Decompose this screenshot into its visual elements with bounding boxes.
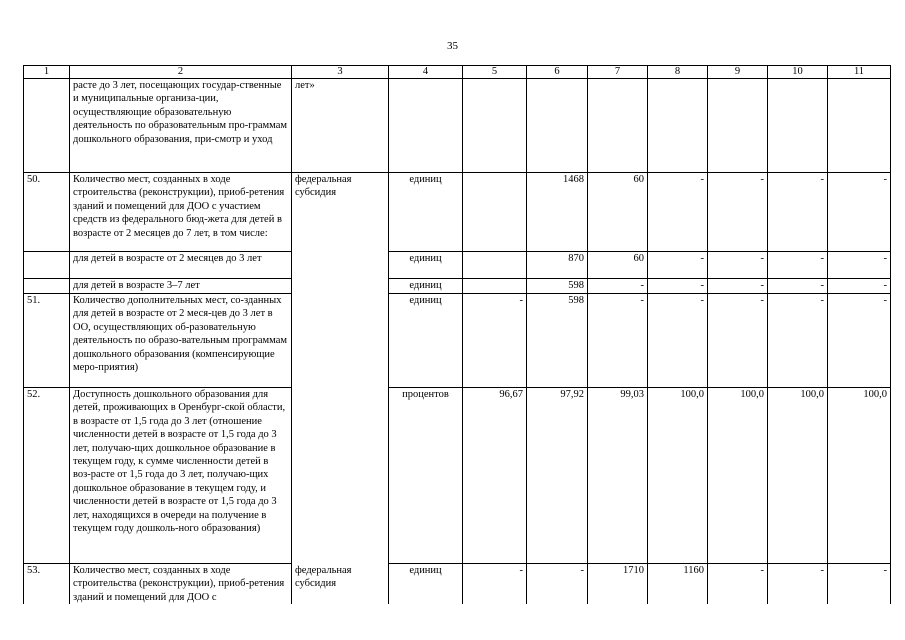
value-cell: - <box>828 252 891 279</box>
column-number-row <box>24 66 891 79</box>
value-cell: 99,03 <box>588 388 648 564</box>
value-cell: - <box>588 294 648 388</box>
value-cell: 60 <box>588 252 648 279</box>
value-cell: - <box>768 252 828 279</box>
table-row <box>24 564 891 605</box>
value-cell: - <box>648 279 708 294</box>
value-cell: 97,92 <box>527 388 588 564</box>
value-cell: - <box>648 294 708 388</box>
value-cell: 100,0 <box>708 388 768 564</box>
page-number: 35 <box>447 40 458 52</box>
value-cell: 870 <box>527 252 588 279</box>
column-header: 10 <box>768 66 828 79</box>
column-header: 8 <box>648 66 708 79</box>
value-cell: - <box>648 252 708 279</box>
value-cell: - <box>828 279 891 294</box>
value-cell: - <box>828 564 891 605</box>
table-row <box>24 279 891 294</box>
indicator-text: Количество мест, созданных в ходе строительства (реконструкции), приоб-ретения зданий и помещений для ДОО с участием средств из федерального бюд-жета для детей в возрасте от 2 месяцев до 7 лет, в том числе: <box>70 173 292 252</box>
unit-cell: единиц <box>389 173 463 252</box>
indicator-text: Доступность дошкольного образования для детей, проживающих в Оренбург-ской области, в возрасте от 1,5 года до 3 лет (отношение численности детей в возрасте от 1,5 года до 3 лет, получаю-щих дошкольное образование в текущем году, к сумме численности детей в воз-расте от 1,5 года до 3 лет, получаю-щих дошкольное образование в текущем году, и численности детей в возрасте от 1,5 года до 3 лет, находящихся в очереди на получение в текущем году дошколь-ного образования) <box>70 388 292 564</box>
value-cell: 1468 <box>527 173 588 252</box>
value-cell <box>648 79 708 173</box>
source-cell: лет» <box>292 79 389 173</box>
value-cell <box>463 173 527 252</box>
column-header: 1 <box>24 66 70 79</box>
column-header: 5 <box>463 66 527 79</box>
value-cell: 100,0 <box>648 388 708 564</box>
row-number: 51. <box>24 294 70 388</box>
table-row <box>24 252 891 279</box>
indicator-text: Количество дополнительных мест, со-зданных для детей в возрасте от 2 меся-цев до 3 лет в ОО, осуществляющих об-разовательную деятельность по образо-вательным программам дошкольного образования (компенсирующие меро-приятия) <box>70 294 292 388</box>
value-cell <box>463 79 527 173</box>
source-cell <box>292 294 389 388</box>
row-number: 52. <box>24 388 70 564</box>
column-header: 7 <box>588 66 648 79</box>
value-cell: 1710 <box>588 564 648 605</box>
indicator-text: Количество мест, созданных в ходе строительства (реконструкции), приоб-ретения зданий и помещений для ДОО с <box>70 564 292 605</box>
source-cell <box>292 252 389 279</box>
unit-cell <box>389 79 463 173</box>
value-cell <box>463 252 527 279</box>
value-cell: - <box>648 173 708 252</box>
value-cell: - <box>768 173 828 252</box>
value-cell <box>588 79 648 173</box>
value-cell <box>708 79 768 173</box>
value-cell: - <box>463 564 527 605</box>
value-cell: 598 <box>527 294 588 388</box>
value-cell: - <box>828 173 891 252</box>
value-cell: 598 <box>527 279 588 294</box>
source-cell <box>292 279 389 294</box>
value-cell: - <box>708 564 768 605</box>
value-cell: - <box>463 294 527 388</box>
value-cell: - <box>708 173 768 252</box>
unit-cell: единиц <box>389 252 463 279</box>
row-number <box>24 252 70 279</box>
source-cell <box>292 388 389 564</box>
value-cell <box>768 79 828 173</box>
column-header: 6 <box>527 66 588 79</box>
value-cell: 1160 <box>648 564 708 605</box>
unit-cell: процентов <box>389 388 463 564</box>
column-header: 2 <box>70 66 292 79</box>
indicator-text: для детей в возрасте от 2 месяцев до 3 лет <box>70 252 292 279</box>
value-cell <box>463 279 527 294</box>
column-header: 4 <box>389 66 463 79</box>
table-row <box>24 294 891 388</box>
value-cell: 100,0 <box>828 388 891 564</box>
row-number <box>24 79 70 173</box>
value-cell: - <box>768 279 828 294</box>
column-header: 3 <box>292 66 389 79</box>
value-cell: - <box>588 279 648 294</box>
unit-cell: единиц <box>389 564 463 605</box>
source-cell: федеральная субсидия <box>292 564 389 605</box>
table-row <box>24 79 891 173</box>
row-number <box>24 279 70 294</box>
row-number: 53. <box>24 564 70 605</box>
value-cell <box>527 79 588 173</box>
table-row <box>24 173 891 252</box>
table-row <box>24 388 891 564</box>
row-number: 50. <box>24 173 70 252</box>
value-cell: - <box>708 252 768 279</box>
indicator-text: расте до 3 лет, посещающих государ-ственные и муниципальные организа-ции, осуществляющие образовательную деятельность по образовательным про-граммам дошкольного образования, при-смотр и уход <box>70 79 292 173</box>
value-cell: - <box>768 564 828 605</box>
value-cell: - <box>828 294 891 388</box>
value-cell: 60 <box>588 173 648 252</box>
unit-cell: единиц <box>389 279 463 294</box>
column-header: 11 <box>828 66 891 79</box>
value-cell: - <box>768 294 828 388</box>
unit-cell: единиц <box>389 294 463 388</box>
value-cell <box>828 79 891 173</box>
column-header: 9 <box>708 66 768 79</box>
indicator-table <box>23 65 891 604</box>
value-cell: 96,67 <box>463 388 527 564</box>
value-cell: - <box>708 294 768 388</box>
source-cell: федеральная субсидия <box>292 173 389 252</box>
value-cell: 100,0 <box>768 388 828 564</box>
value-cell: - <box>708 279 768 294</box>
indicator-text: для детей в возрасте 3–7 лет <box>70 279 292 294</box>
value-cell: - <box>527 564 588 605</box>
